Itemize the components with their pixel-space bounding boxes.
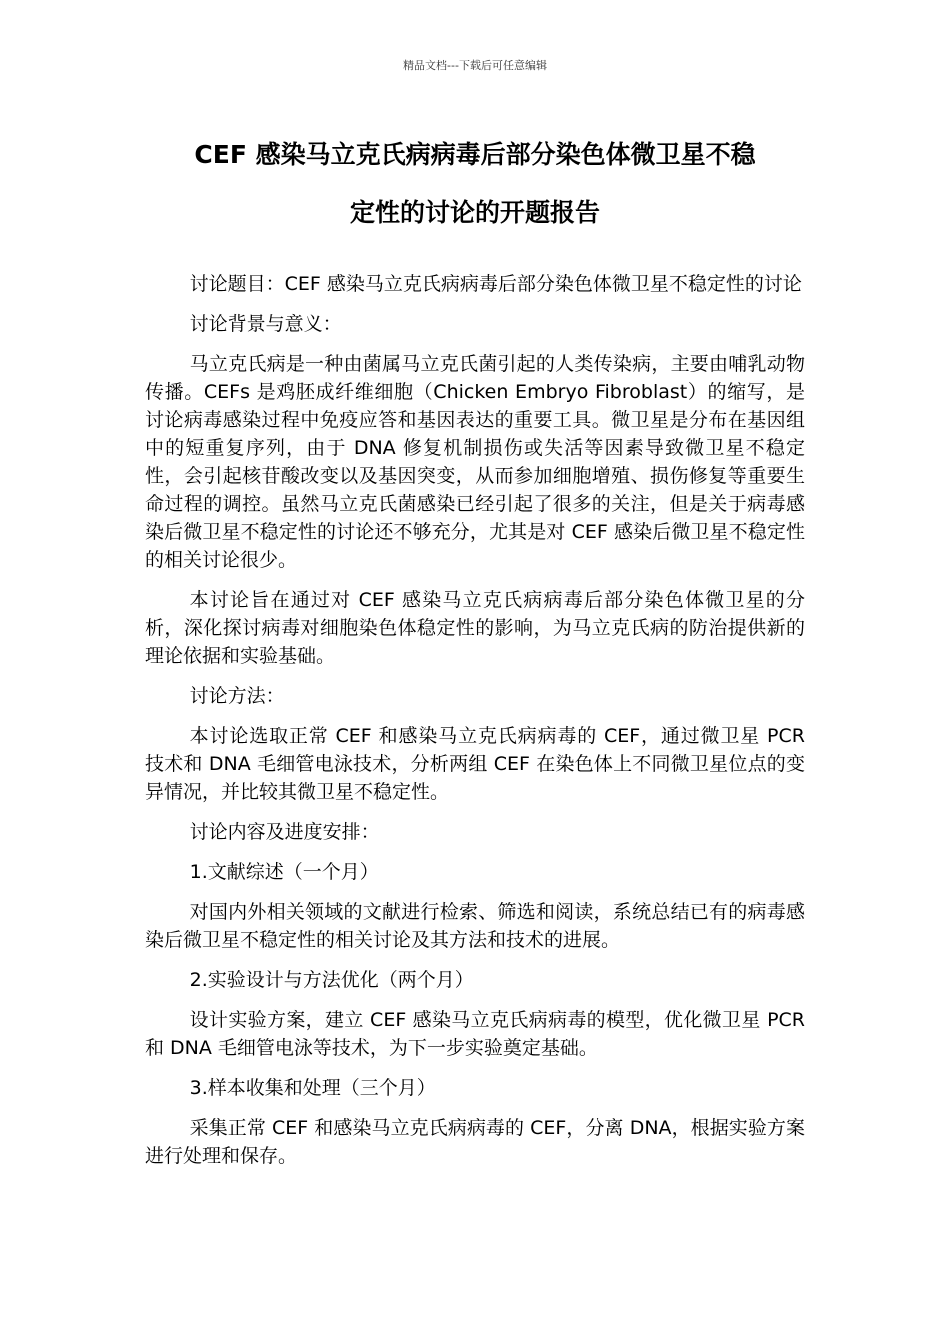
schedule-item-3-heading: 3.样本收集和处理（三个月） xyxy=(189,1077,436,1099)
schedule-item-2-heading: 2.实验设计与方法优化（两个月） xyxy=(189,969,474,991)
paragraph-aim: 本讨论旨在通过对 CEF 感染马立克氏病病毒后部分染色体微卫星的分析，深化探讨病毒对细胞染色体稳定性的影响，为马立克氏病的防治提供新的理论依据和实验基础。 xyxy=(145,589,805,667)
paragraph-topic: 讨论题目：CEF 感染马立克氏病病毒后部分染色体微卫星不稳定性的讨论 xyxy=(189,273,802,295)
header-note: 精品文档---下载后可任意编辑 xyxy=(403,59,547,72)
paragraph-methods: 本讨论选取正常 CEF 和感染马立克氏病病毒的 CEF，通过微卫星 PCR 技术和 DNA 毛细管电泳技术，分析两组 CEF 在染色体上不同微卫星位点的变异情况，并比较其微卫星不稳定性。 xyxy=(145,725,805,803)
paragraph-background: 马立克氏病是一种由菌属马立克氏菌引起的人类传染病，主要由哺乳动物传播。CEFs 是鸡胚成纤维细胞（Chicken Embryo Fibroblast）的缩写，是讨论病毒感染过程中免疫应答和基因表达的重要工具。微卫星是分布在基因组中的短重复序列，由于 DNA 修复机制损伤或失活等因素导致微卫星不稳定性，会引起核苷酸改变以及基因突变，从而参加细胞增殖、损伤修复等重要生命过程的调控。虽然马立克氏菌感染已经引起了很多的关注，但是关于病毒感染后微卫星不稳定性的讨论还不够充分，尤其是对 CEF 感染后微卫星不稳定性的相关讨论很少。 xyxy=(145,353,805,571)
document-body xyxy=(145,270,805,1182)
title-line-1: CEF 感染马立克氏病病毒后部分染色体微卫星不稳 xyxy=(194,140,756,169)
schedule-item-1-heading: 1.文献综述（一个月） xyxy=(189,861,379,883)
schedule-item-3-text: 采集正常 CEF 和感染马立克氏病病毒的 CEF，分离 DNA，根据实验方案进行处理和保存。 xyxy=(145,1117,805,1167)
document-title xyxy=(145,126,805,242)
schedule-item-1-text: 对国内外相关领域的文献进行检索、筛选和阅读，系统总结已有的病毒感染后微卫星不稳定性的相关讨论及其方法和技术的进展。 xyxy=(145,901,805,951)
heading-methods: 讨论方法： xyxy=(189,685,285,707)
heading-schedule: 讨论内容及进度安排： xyxy=(189,821,380,843)
title-line-2: 定性的讨论的开题报告 xyxy=(349,198,600,227)
schedule-item-2-text: 设计实验方案，建立 CEF 感染马立克氏病病毒的模型，优化微卫星 PCR 和 DNA 毛细管电泳等技术，为下一步实验奠定基础。 xyxy=(145,1009,805,1059)
heading-background: 讨论背景与意义： xyxy=(189,313,342,335)
